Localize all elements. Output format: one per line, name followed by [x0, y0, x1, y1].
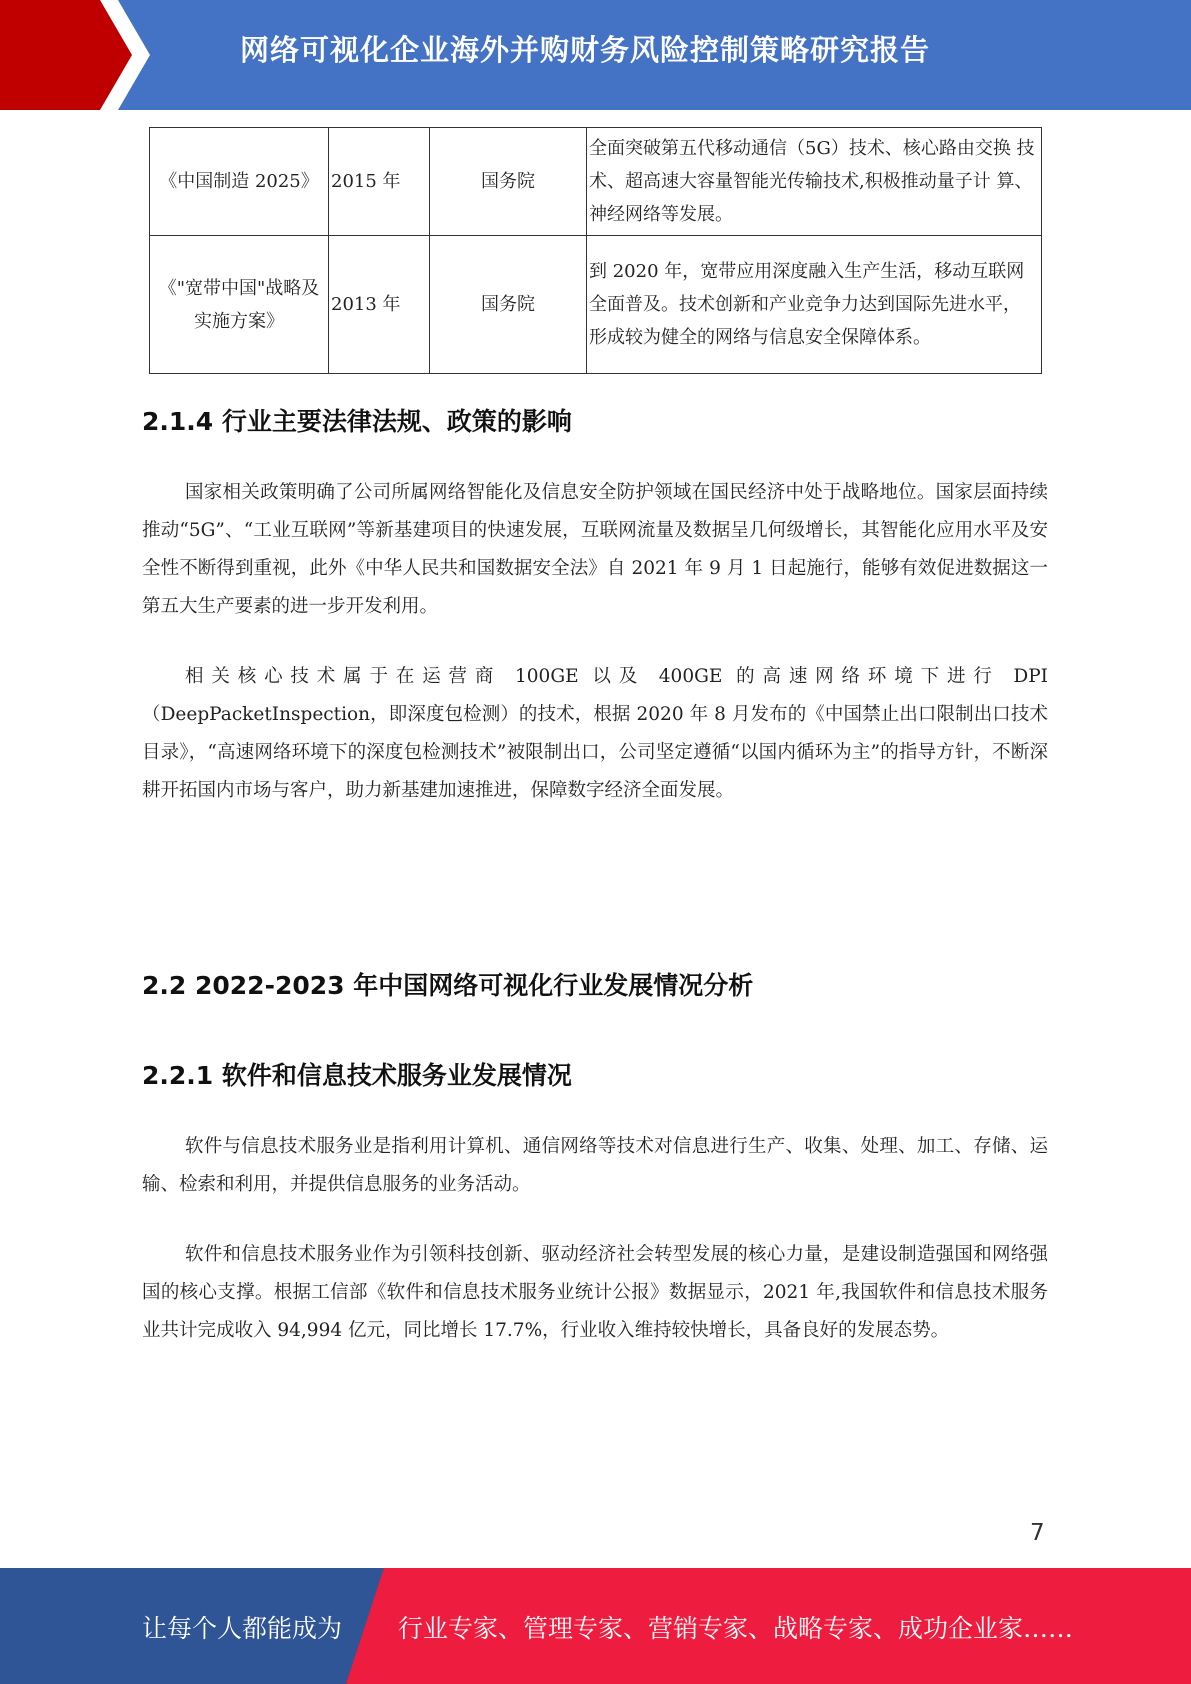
page-number: 7: [1030, 1520, 1045, 1546]
table-row: [150, 128, 1042, 236]
table-cell-year: 2015 年: [329, 128, 430, 236]
paragraph: 软件与信息技术服务业是指利用计算机、通信网络等技术对信息进行生产、收集、处理、加工、存储、运输、检索和利用，并提供信息服务的业务活动。: [142, 1136, 1048, 1195]
section-heading-2-2: 2.2 2022-2023 年中国网络可视化行业发展情况分析: [142, 971, 754, 1000]
table-cell-issuer: 国务院: [430, 128, 587, 236]
table-row: [150, 236, 1042, 374]
table-cell-year: 2013 年: [329, 236, 430, 374]
paragraph: 国家相关政策明确了公司所属网络智能化及信息安全防护领域在国民经济中处于战略地位。国家层面持续推动“5G”、“工业互联网”等新基建项目的快速发展，互联网流量及数据呈几何级增长，其智能化应用水平及安全性不断得到重视，此外《中华人民共和国数据安全法》自 2021 年 9 月 1 日起施行，能够有效促进数据这一第五大生产要素的进一步开发利用。: [142, 482, 1048, 617]
table-cell-issuer: 国务院: [430, 236, 587, 374]
table-cell-content: 到 2020 年，宽带应用深度融入生产生活，移动互联网 全面普及。技术创新和产业竞争力达到国际先进水平， 形成较为健全的网络与信息安全保障体系。: [587, 236, 1042, 374]
section-heading-2-2-1: 2.2.1 软件和信息技术服务业发展情况: [142, 1061, 572, 1090]
paragraph: 相关核心技术属于在运营商 100GE 以及 400GE 的高速网络环境下进行 DPI（DeepPacketInspection，即深度包检测）的技术，根据 2020 年 8 月发布的《中国禁止出口限制出口技术目录》，“高速网络环境下的深度包检测技术”被限制出口，公司坚定遵循“以国内循环为主”的指导方针，不断深耕开拓国内市场与客户，助力新基建加速推进，保障数字经济全面发展。: [142, 666, 1048, 801]
paragraph: 软件和信息技术服务业作为引领科技创新、驱动经济社会转型发展的核心力量，是建设制造强国和网络强国的核心支撑。根据工信部《软件和信息技术服务业统计公报》数据显示，2021 年,我国软件和信息技术服务业共计完成收入 94,994 亿元，同比增长 17.7%，行业收入维持较快增长，具备良好的发展态势。: [142, 1244, 1048, 1341]
footer-slogan-left: 让每个人都能成为: [142, 1614, 343, 1643]
table-cell-policy-name: 《"宽带中国"战略及实施方案》: [150, 236, 329, 374]
section-heading-2-1-4: 2.1.4 行业主要法律法规、政策的影响: [142, 407, 572, 436]
table-cell-content: 全面突破第五代移动通信（5G）技术、核心路由交换 技术、超高速大容量智能光传输技术,积极推动量子计 算、神经网络等发展。: [587, 128, 1042, 236]
table-cell-policy-name: 《中国制造 2025》: [150, 128, 329, 236]
page-header: [0, 0, 1191, 110]
page-footer: [0, 1568, 1191, 1684]
footer-slogan-right: 行业专家、管理专家、营销专家、战略专家、成功企业家……: [398, 1614, 1074, 1643]
header-title: 网络可视化企业海外并购财务风险控制策略研究报告: [240, 33, 931, 67]
policy-table: [149, 127, 1042, 374]
